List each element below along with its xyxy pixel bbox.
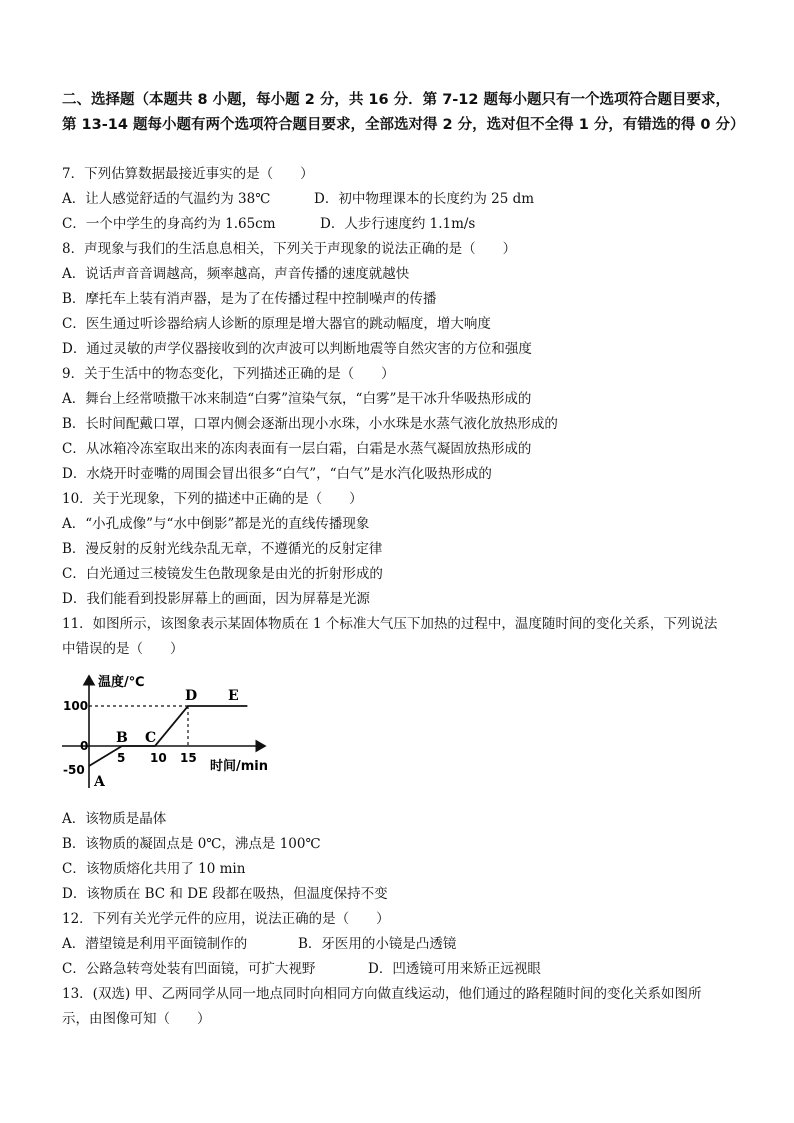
q10-stem: 10．关于光现象，下列的描述中正确的是（ ） bbox=[62, 491, 363, 507]
q13-stem-line2: 示，由图像可知（ ） bbox=[62, 1011, 211, 1027]
q12-stem: 12．下列有关光学元件的应用，说法正确的是（ ） bbox=[62, 911, 390, 927]
q8-option-d: D．通过灵敏的声学仪器接收到的次声波可以判断地震等自然灾害的方位和强度 bbox=[62, 341, 532, 357]
y-tick-neg50: -50 bbox=[63, 763, 85, 777]
section-heading: 二、选择题（本题共 8 小题，每小题 2 分，共 16 分．第 7-12 题每小题只有一个选项符合题目要求，第 13-14 题每小题有两个选项符合题目要求，全部选对得 2 分，选对但不全得 1 分，有错选的得 0 分） bbox=[62, 92, 745, 133]
q12-option-b: B．牙医用的小镜是凸透镜 bbox=[298, 936, 457, 952]
q9-option-b: B．长时间配戴口罩，口罩内侧会逐渐出现小水珠，小水珠是水蒸气液化放热形成的 bbox=[62, 416, 558, 432]
q10-option-a: A．“小孔成像”与“水中倒影”都是光的直线传播现象 bbox=[62, 516, 370, 532]
q7-option-a: A．让人感觉舒适的气温约为 38℃ bbox=[62, 191, 271, 207]
q11-option-c: C．该物质熔化共用了 10 min bbox=[62, 861, 246, 877]
point-label-d: D bbox=[185, 688, 198, 704]
x-tick-5: 5 bbox=[117, 751, 126, 765]
q10-option-d: D．我们能看到投影屏幕上的画面，因为屏幕是光源 bbox=[62, 591, 370, 607]
q11-stem-line1: 11．如图所示，该图象表示某固体物质在 1 个标准大气压下加热的过程中，温度随时间的变化关系，下列说法 bbox=[62, 616, 718, 632]
point-label-b: B bbox=[116, 730, 128, 746]
q11-option-b: B．该物质的凝固点是 0℃，沸点是 100℃ bbox=[62, 836, 321, 852]
q7-option-d2: D．人步行速度约 1.1m/s bbox=[320, 216, 476, 232]
point-label-c: C bbox=[145, 730, 157, 746]
q7-options-row1 bbox=[62, 190, 534, 208]
x-tick-15: 15 bbox=[180, 751, 197, 765]
q7-option-d: D．初中物理课本的长度约为 25 dm bbox=[314, 191, 535, 207]
q8-option-c: C．医生通过听诊器给病人诊断的原理是增大器官的跳动幅度，增大响度 bbox=[62, 316, 491, 332]
q7-option-c: C．一个中学生的身高约为 1.65cm bbox=[62, 216, 276, 232]
q12-options-row1 bbox=[62, 935, 456, 953]
y-tick-0: 0 bbox=[80, 739, 89, 753]
q7-options-row2 bbox=[62, 215, 475, 233]
x-axis-label: 时间/min bbox=[210, 759, 269, 774]
q13-stem-line1: 13．(双选) 甲、乙两同学从同一地点同时向相同方向做直线运动，他们通过的路程随时间的变化关系如图所 bbox=[62, 986, 702, 1002]
q12-option-d: D．凹透镜可用来矫正远视眼 bbox=[368, 961, 541, 977]
y-axis-label: 温度/℃ bbox=[98, 675, 145, 690]
q12-options-row2 bbox=[62, 960, 541, 978]
point-label-a: A bbox=[94, 774, 105, 790]
x-tick-10: 10 bbox=[150, 751, 167, 765]
q12-option-a: A．潜望镜是利用平面镜制作的 bbox=[62, 936, 248, 952]
q9-stem: 9．关于生活中的物态变化，下列描述正确的是（ ） bbox=[62, 366, 395, 382]
q9-option-a: A．舞台上经常喷撒干冰来制造“白雾”渲染气氛，“白雾”是干冰升华吸热形成的 bbox=[62, 391, 532, 407]
q10-option-b: B．漫反射的反射光线杂乱无章，不遵循光的反射定律 bbox=[62, 541, 383, 557]
q10-option-c: C．白光通过三棱镜发生色散现象是由光的折射形成的 bbox=[62, 566, 383, 582]
temperature-curve bbox=[89, 706, 247, 766]
q11-option-d: D．该物质在 BC 和 DE 段都在吸热，但温度保持不变 bbox=[62, 886, 388, 902]
point-label-e: E bbox=[228, 688, 239, 704]
q12-option-c: C．公路急转弯处装有凹面镜，可扩大视野 bbox=[62, 961, 316, 977]
q9-option-c: C．从冰箱冷冻室取出来的冻肉表面有一层白霜，白霜是水蒸气凝固放热形成的 bbox=[62, 441, 532, 457]
q11-option-a: A．该物质是晶体 bbox=[62, 811, 167, 827]
q8-stem: 8．声现象与我们的生活息息相关，下列关于声现象的说法正确的是（ ） bbox=[62, 241, 517, 257]
q8-option-a: A．说话声音音调越高，频率越高，声音传播的速度就越快 bbox=[62, 266, 410, 282]
q9-option-d: D．水烧开时壶嘴的周围会冒出很多“白气”，“白气”是水汽化吸热形成的 bbox=[62, 466, 492, 482]
temperature-time-chart bbox=[60, 668, 290, 803]
y-tick-100: 100 bbox=[63, 699, 89, 713]
q7-stem: 7．下列估算数据最接近事实的是（ ） bbox=[62, 166, 314, 182]
q8-option-b: B．摩托车上装有消声器，是为了在传播过程中控制噪声的传播 bbox=[62, 291, 437, 307]
q11-stem-line2: 中错误的是（ ） bbox=[62, 641, 184, 657]
